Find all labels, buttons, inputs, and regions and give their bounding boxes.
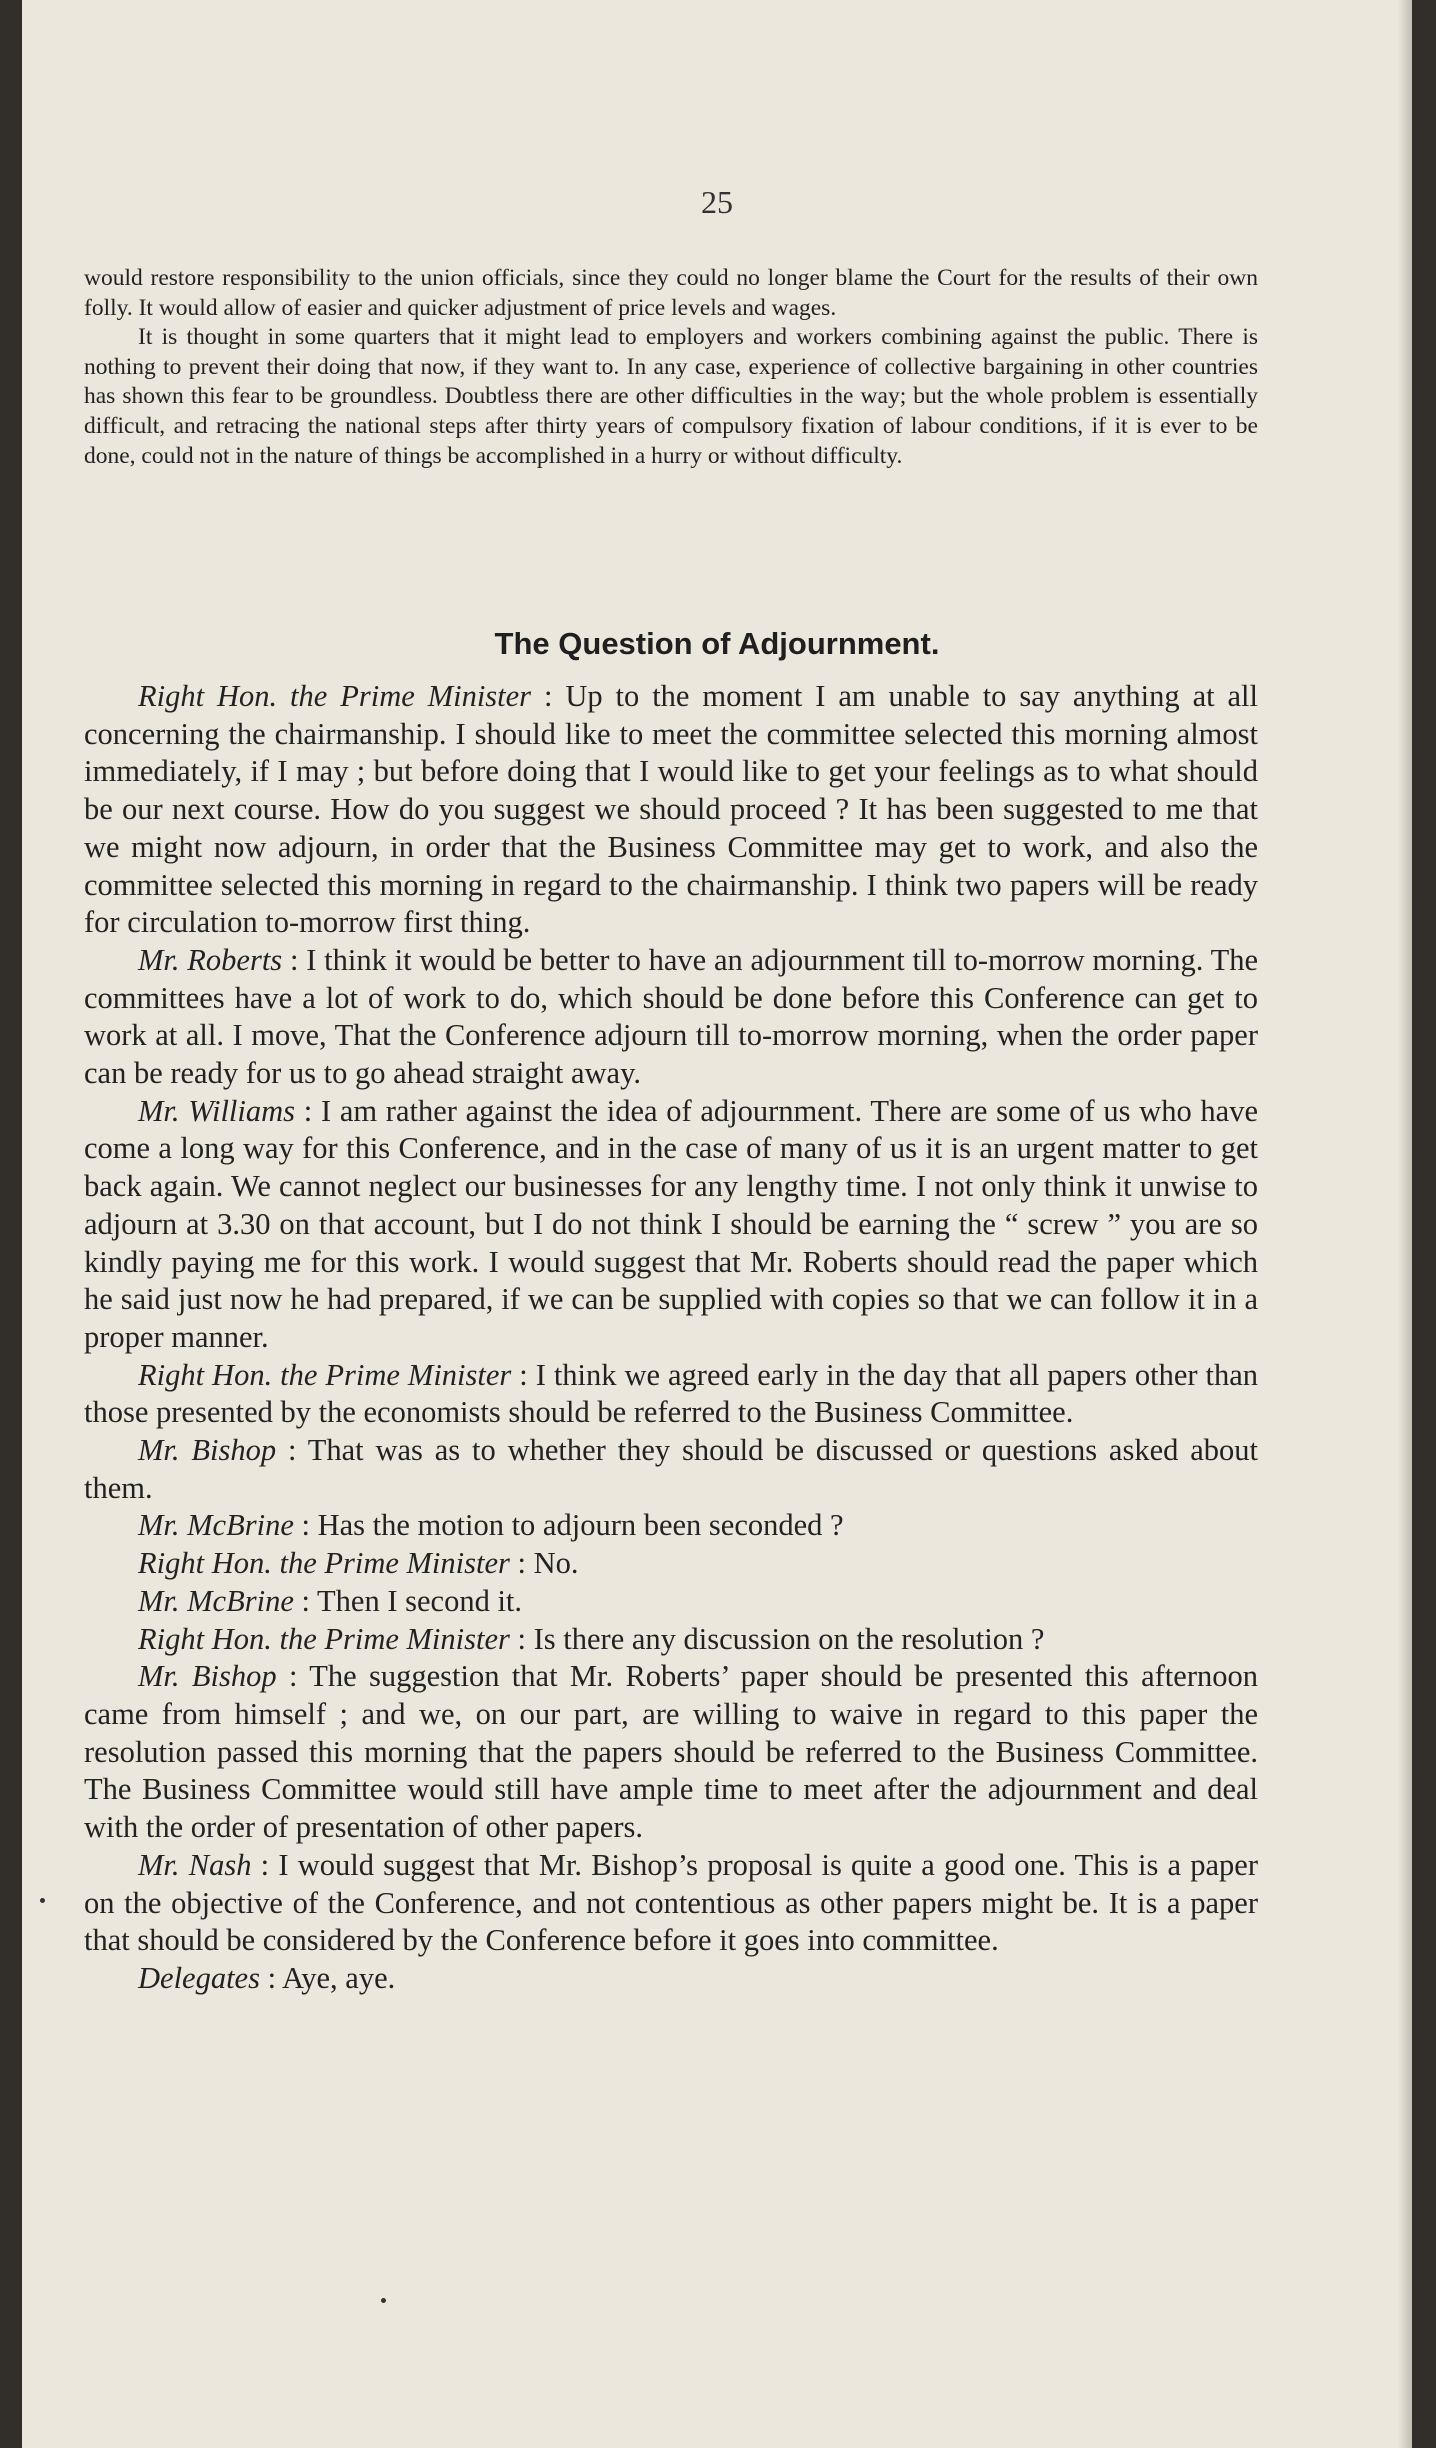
- speaker-name: Mr. Roberts :: [138, 943, 306, 977]
- speech-text: The suggestion that Mr. Roberts’ paper should be presented this afternoon came from himself ; and we, on our part, are willing to waive in regard to this paper the resolution passed this morning that the papers should be referred to the Business Committee. The Business Committee would still have ample time to meet after the adjournment and deal with the order of presentation of other papers.: [84, 1659, 1258, 1845]
- speech-text: Aye, aye.: [282, 1960, 396, 1995]
- speech-paragraph: [84, 1847, 1258, 1960]
- speech-text: I think it would be better to have an adjournment till to-morrow morning. The committees have a lot of work to do, which should be done before this Conference can get to work at all. I move, That the Conference adjourn till to-morrow morning, when the order paper can be ready for us to go ahead straight away.: [84, 942, 1258, 1091]
- ink-speck: [381, 2298, 386, 2303]
- speech-text: I think we agreed early in the day that all papers other than those presented by the economists should be referred to the Business Committee.: [84, 1357, 1258, 1430]
- speaker-name: Mr. McBrine :: [138, 1584, 317, 1618]
- speech-text: Has the motion to adjourn been seconded ?: [317, 1508, 844, 1543]
- speech-text: Then I second it.: [317, 1583, 523, 1618]
- ink-speck: [40, 1898, 45, 1903]
- speaker-name: Right Hon. the Prime Minister :: [138, 1358, 536, 1392]
- speech-paragraph: [84, 1960, 1258, 1998]
- speech-paragraph: [84, 1357, 1258, 1432]
- speech-text: No.: [533, 1546, 579, 1581]
- speech-paragraph: [84, 1583, 1258, 1621]
- intro-paragraph: It is thought in some quarters that it might lead to employers and workers combining against the public. There is nothing to prevent their doing that now, if they want to. In any case, experience of collective bargaining in other countries has shown this fear to be groundless. Doubtless there are other difficulties in the way; but the whole problem is essentially difficult, and retracing the national steps after thirty years of compulsory fixation of labour conditions, if it is ever to be done, could not in the nature of things be accomplished in a hurry or without difficulty.: [84, 324, 1258, 469]
- intro-text: [84, 264, 1258, 471]
- speaker-name: Mr. McBrine :: [138, 1508, 318, 1542]
- speaker-name: Mr. Bishop :: [138, 1659, 309, 1693]
- speech-text: I would suggest that Mr. Bishop’s proposal is quite a good one. This is a paper on the objective of the Conference, and not contentious as other papers might be. It is a paper that should be considered by the Conference before it goes into committee.: [84, 1847, 1259, 1958]
- speech-paragraph: [84, 678, 1258, 942]
- section-heading: The Question of Adjournment.: [494, 626, 940, 661]
- speech-text: I am rather against the idea of adjournment. There are some of us who have come a long way for this Conference, and in the case of many of us it is an urgent matter to get back again. We cannot neglect our businesses for any lengthy time. I not only think it unwise to adjourn at 3.30 on that account, but I do not think I should be earning the “ screw ” you are so kindly paying me for this work. I would suggest that Mr. Roberts should read the paper which he said just now he had prepared, if we can be supplied with copies so that we can follow it in a proper manner.: [84, 1093, 1258, 1354]
- speech-text: Up to the moment I am unable to say anything at all concerning the chairmanship. I should like to meet the committee selected this morning almost immediately, if I may ; but before doing that I would like to get your feelings as to what should be our next course. How do you suggest we should proceed ? It has been suggested to me that we might now adjourn, in order that the Business Committee may get to work, and also the committee selected this morning in regard to the chairmanship. I think two papers will be ready for circulation to-morrow first thing.: [84, 679, 1258, 940]
- speech-paragraph: [84, 1621, 1258, 1659]
- speaker-name: Right Hon. the Prime Minister :: [138, 679, 565, 713]
- page-number: 25: [701, 184, 733, 220]
- speaker-name: Delegates :: [138, 1961, 282, 1995]
- speech-paragraph: [84, 942, 1258, 1093]
- speaker-name: Right Hon. the Prime Minister :: [138, 1546, 534, 1580]
- speech-paragraph: [84, 1432, 1258, 1507]
- speaker-name: Mr. Williams :: [138, 1094, 321, 1128]
- speech-paragraph: [84, 1545, 1258, 1583]
- debate-transcript: [84, 678, 1258, 1998]
- speech-paragraph: [84, 1507, 1258, 1545]
- page-edge-shadow: [1398, 0, 1412, 2448]
- speaker-name: Mr. Bishop :: [138, 1433, 308, 1467]
- speech-text: That was as to whether they should be discussed or questions asked about them.: [84, 1433, 1258, 1505]
- intro-paragraph: would restore responsibility to the union officials, since they could no longer blame the Court for the results of their own folly. It would allow of easier and quicker adjustment of price levels and wages.: [84, 265, 1258, 321]
- speaker-name: Mr. Nash :: [138, 1848, 278, 1882]
- speaker-name: Right Hon. the Prime Minister :: [138, 1622, 534, 1656]
- document-page: [22, 0, 1412, 2448]
- speech-text: Is there any discussion on the resolution ?: [533, 1621, 1045, 1656]
- speech-paragraph: [84, 1093, 1258, 1357]
- speech-paragraph: [84, 1658, 1258, 1847]
